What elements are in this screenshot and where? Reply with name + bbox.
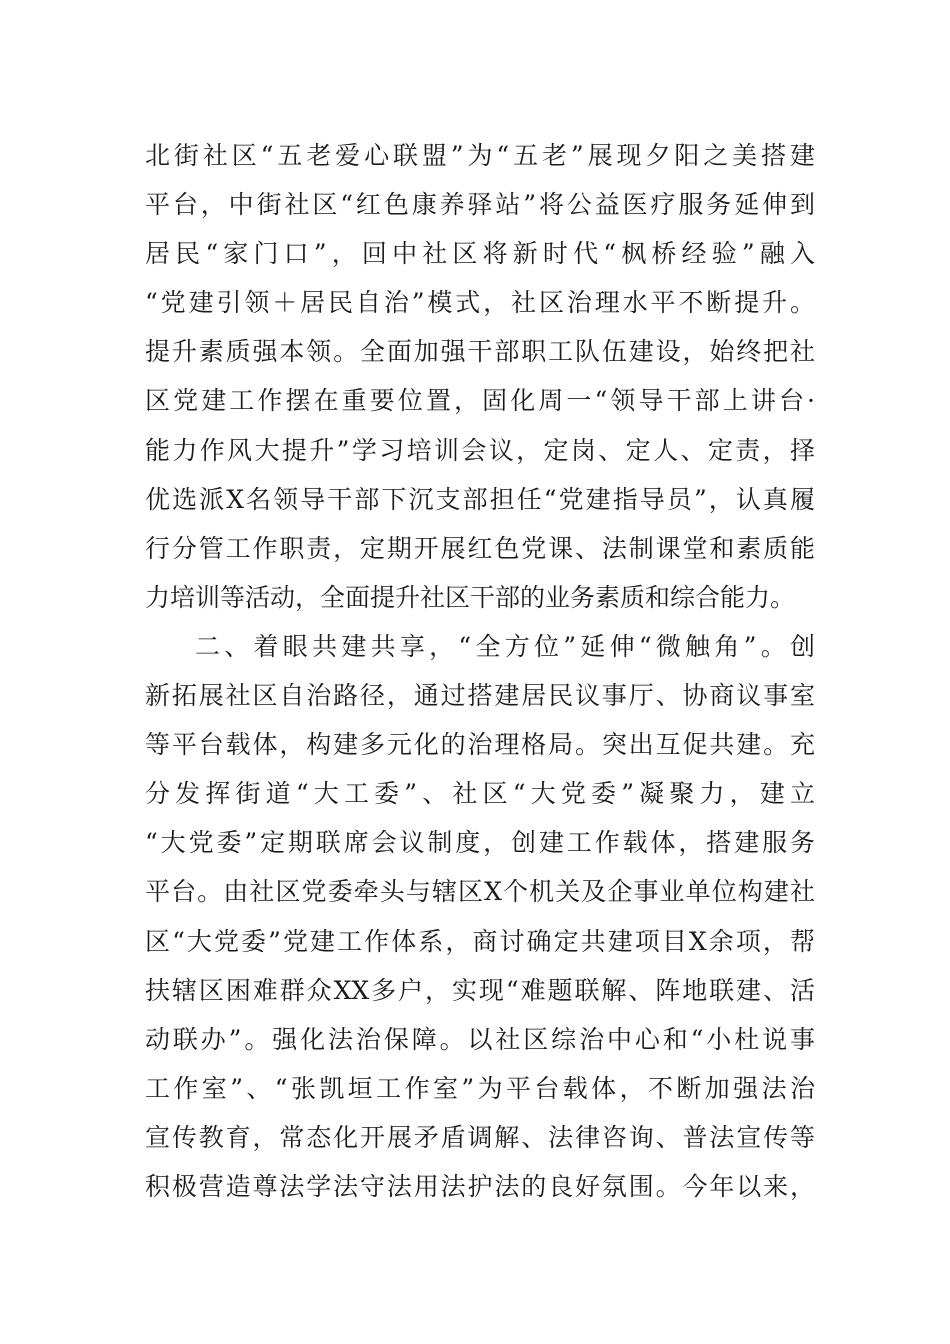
- text-line: 平台，中街社区“红色康养驿站”将公益医疗服务延伸到: [145, 190, 815, 220]
- text-line: 工作室”、“张凯垣工作室”为平台载体，不断加强法治: [145, 1073, 815, 1103]
- text-line: 等平台载体，构建多元化的治理格局。突出互促共建。充: [145, 730, 815, 760]
- text-line: 平台。由社区党委牵头与辖区X个机关及企事业单位构建社: [145, 877, 815, 907]
- text-line: 新拓展社区自治路径，通过搭建居民议事厅、协商议事室: [145, 681, 815, 711]
- text-line: 提升素质强本领。全面加强干部职工队伍建设，始终把社: [145, 337, 815, 367]
- text-line: 宣传教育，常态化开展矛盾调解、法律咨询、普法宣传等: [145, 1122, 815, 1152]
- text-line: 动联办”。强化法治保障。以社区综治中心和“小杜说事: [145, 1024, 815, 1054]
- text-line: 积极营造尊法学法守法用法护法的良好氛围。今年以来，: [145, 1171, 815, 1201]
- text-line: 扶辖区困难群众XX多户，实现“难题联解、阵地联建、活: [145, 975, 815, 1005]
- text-line: 分发挥街道“大工委”、社区“大党委”凝聚力，建立: [145, 779, 815, 809]
- text-line: 北街社区“五老爱心联盟”为“五老”展现夕阳之美搭建: [145, 141, 815, 170]
- section-heading-line: 二、着眼共建共享，“全方位”延伸“微触角”。创: [195, 631, 815, 661]
- text-line: 优选派X名领导干部下沉支部担任“党建指导员”，认真履: [145, 484, 815, 514]
- body-text: [145, 131, 815, 1211]
- text-line: “党建引领＋居民自治”模式，社区治理水平不断提升。: [145, 288, 815, 318]
- text-line: 行分管工作职责，定期开展红色党课、法制课堂和素质能: [145, 533, 815, 563]
- text-line: 力培训等活动，全面提升社区干部的业务素质和综合能力。: [145, 582, 796, 612]
- text-line: 区党建工作摆在重要位置，固化周一“领导干部上讲台·: [145, 386, 815, 416]
- text-line: 区“大党委”党建工作体系，商讨确定共建项目X余项，帮: [145, 926, 815, 956]
- text-line: 居民“家门口”，回中社区将新时代“枫桥经验”融入: [145, 239, 815, 269]
- text-line: 能力作风大提升”学习培训会议，定岗、定人、定责，择: [145, 435, 815, 465]
- text-line: “大党委”定期联席会议制度，创建工作载体，搭建服务: [145, 828, 815, 858]
